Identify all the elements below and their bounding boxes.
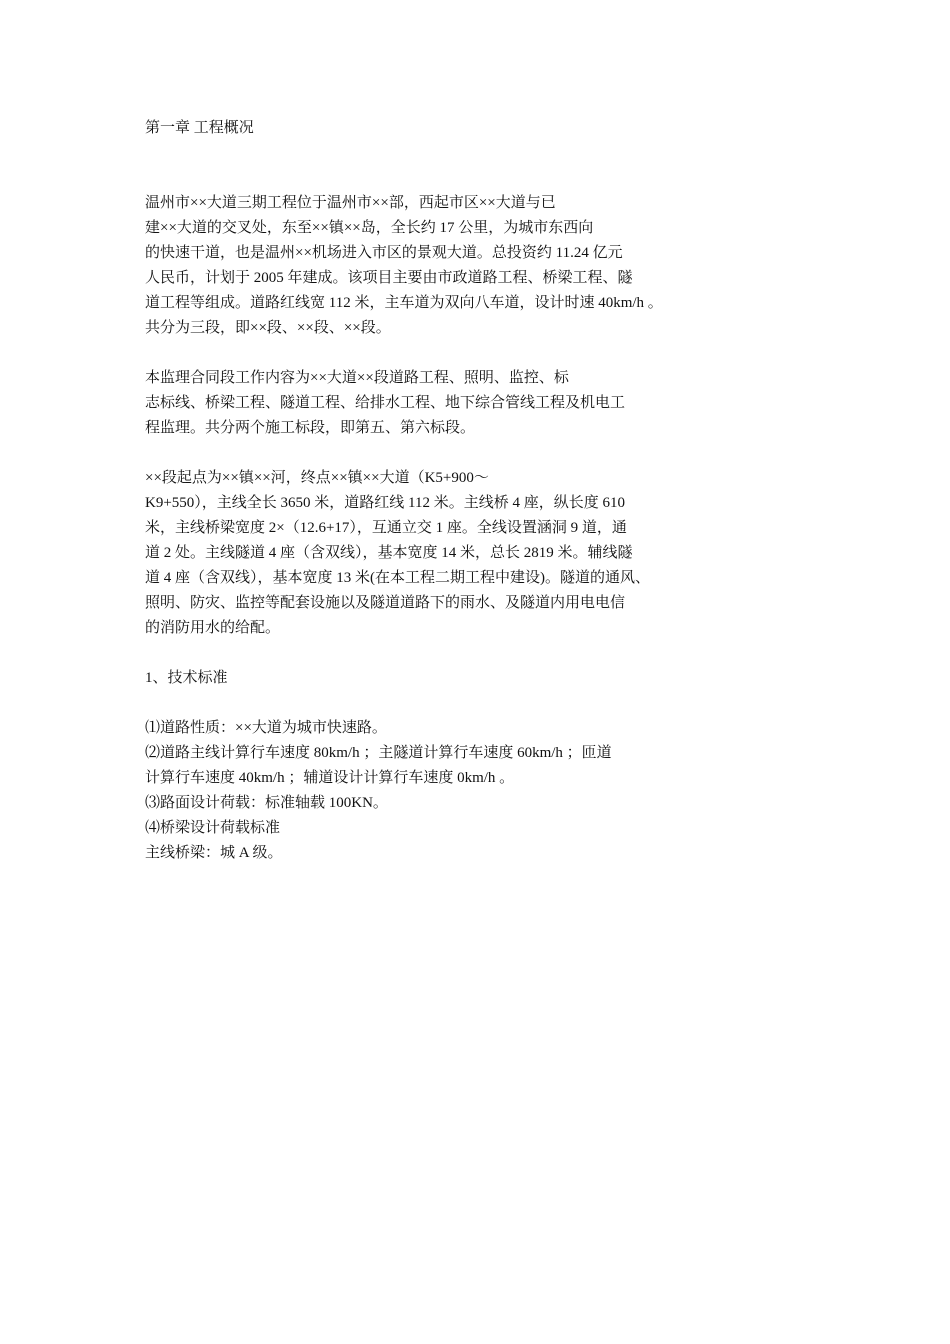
- paragraph-line: 建××大道的交叉处，东至××镇××岛，全长约 17 公里，为城市东西向: [145, 220, 594, 236]
- paragraph-line: 温州市××大道三期工程位于温州市××部，西起市区××大道与已: [145, 195, 556, 211]
- section-title: 1、技术标准: [145, 670, 228, 686]
- paragraph-line: 人民币，计划于 2005 年建成。该项目主要由市政道路工程、桥梁工程、隧: [145, 270, 633, 286]
- technical-standards-list: [145, 716, 785, 866]
- paragraph-line: 共分为三段，即××段、××段、××段。: [145, 320, 391, 336]
- paragraph-line: 的消防用水的给配。: [145, 620, 281, 636]
- paragraph-line: ××段起点为××镇××河，终点××镇××大道（K5+900～: [145, 470, 489, 486]
- standard-item: 主线桥梁：城 A 级。: [145, 845, 283, 861]
- standard-item: 计算行车速度 40km/h ；辅道设计计算行车速度 0km/h 。: [145, 770, 515, 786]
- paragraph-line: 道工程等组成。道路红线宽 112 米，主车道为双向八车道，设计时速 40km/h 。: [145, 295, 663, 311]
- paragraph-line: 米，主线桥梁宽度 2×（12.6+17），互通立交 1 座。全线设置涵洞 9 道，通: [145, 520, 627, 536]
- standard-item: ⑶路面设计荷载：标准轴载 100KN。: [145, 795, 388, 811]
- paragraph-line: 程监理。共分两个施工标段，即第五、第六标段。: [145, 420, 476, 436]
- paragraph-line: 志标线、桥梁工程、隧道工程、给排水工程、地下综合管线工程及机电工: [145, 395, 626, 411]
- paragraph-line: 道 2 处。主线隧道 4 座（含双线），基本宽度 14 米，总长 2819 米。辅线隧: [145, 545, 633, 561]
- supervision-scope-paragraph: [145, 366, 785, 441]
- standard-item: ⑴道路性质：××大道为城市快速路。: [145, 720, 387, 736]
- chapter-title: 第一章 工程概况: [145, 120, 254, 136]
- standard-item: ⑷桥梁设计荷载标准: [145, 820, 281, 836]
- paragraph-line: 道 4 座（含双线），基本宽度 13 米(在本工程二期工程中建设)。隧道的通风、: [145, 570, 650, 586]
- paragraph-line: 照明、防灾、监控等配套设施以及隧道道路下的雨水、及隧道内用电电信: [145, 595, 626, 611]
- paragraph-line: K9+550），主线全长 3650 米，道路红线 112 米。主线桥 4 座，纵长度 610: [145, 495, 625, 511]
- section-details-paragraph: [145, 466, 785, 641]
- paragraph-line: 的快速干道，也是温州××机场进入市区的景观大道。总投资约 11.24 亿元: [145, 245, 623, 261]
- document-content: [145, 116, 785, 866]
- standard-item: ⑵道路主线计算行车速度 80km/h ；主隧道计算行车速度 60km/h ；匝道: [145, 745, 612, 761]
- project-overview-paragraph: [145, 191, 785, 341]
- paragraph-line: 本监理合同段工作内容为××大道××段道路工程、照明、监控、标: [145, 370, 569, 386]
